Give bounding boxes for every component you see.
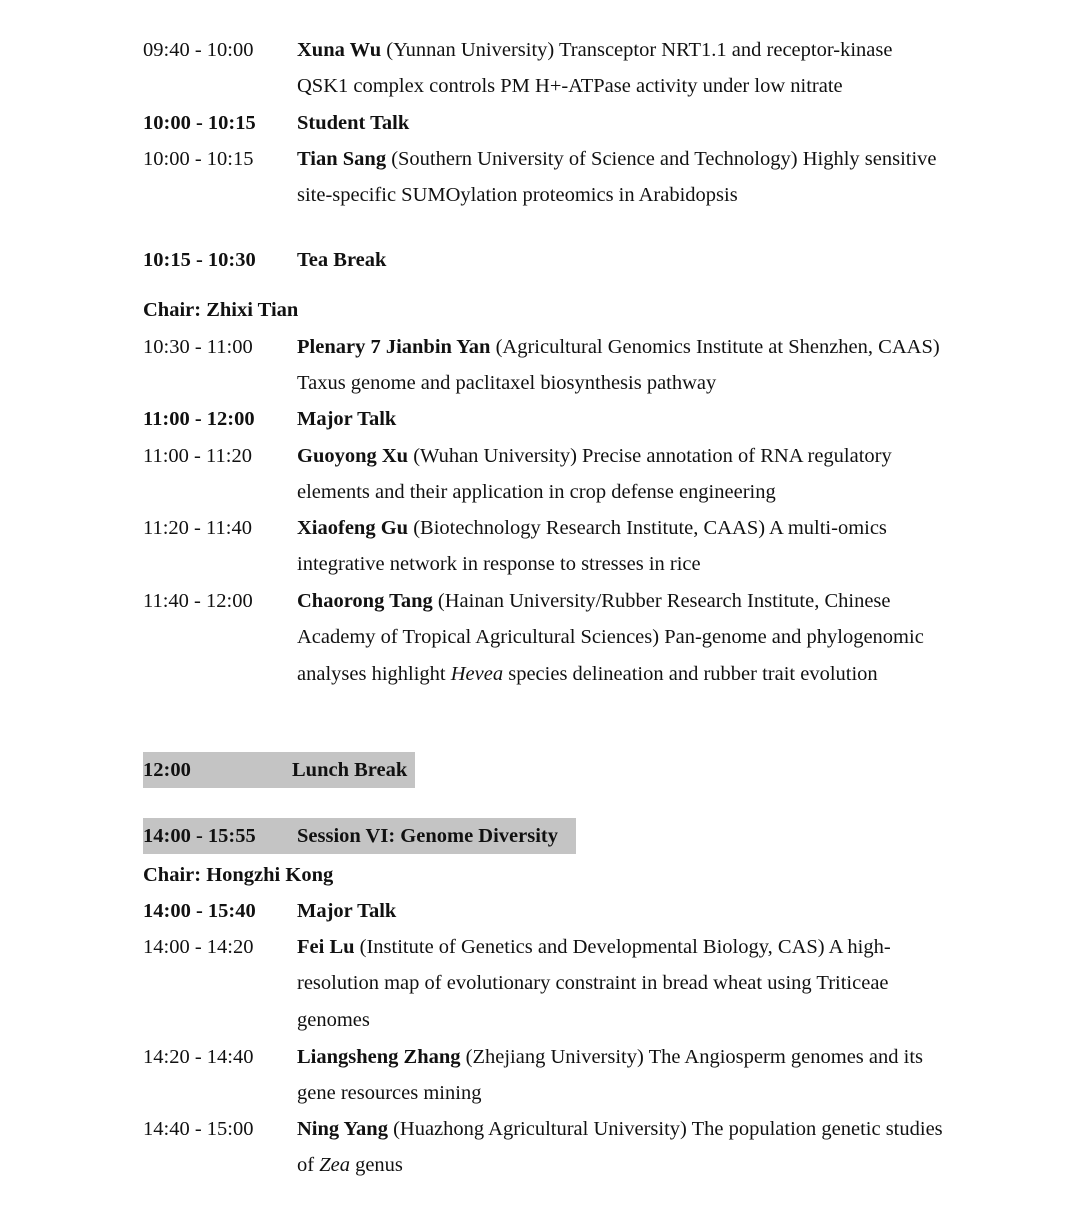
talk-row	[143, 1111, 943, 1184]
speaker-name: Tian Sang	[297, 148, 387, 170]
speaker-name: Chaorong Tang	[297, 590, 433, 612]
break-title: Tea Break	[297, 249, 387, 271]
talk-description	[297, 141, 943, 214]
talk-row	[143, 1039, 943, 1112]
block-header-row	[143, 105, 943, 141]
session-title: Session VI: Genome Diversity	[297, 825, 558, 847]
talk-description	[297, 32, 943, 105]
speaker-name: Ning Yang	[297, 1118, 388, 1140]
talk-row	[143, 929, 943, 1038]
chair-label: Chair: Zhixi Tian	[143, 299, 299, 321]
talk-time: 14:00 - 14:20	[143, 936, 254, 958]
talk-details: (Agricultural Genomics Institute at Shenzhen, CAAS) Taxus genome and paclitaxel biosynthesis pathway	[297, 336, 940, 395]
talk-time: 11:40 - 12:00	[143, 590, 253, 612]
talk-time: 11:00 - 11:20	[143, 445, 252, 467]
talk-description	[297, 929, 943, 1038]
block-title: Student Talk	[297, 112, 410, 134]
talk-time: 11:20 - 11:40	[143, 517, 252, 539]
block-time: 10:00 - 10:15	[143, 112, 256, 134]
talk-time: 09:40 - 10:00	[143, 39, 254, 61]
talk-details: (Zhejiang University) The Angiosperm genomes and its gene resources mining	[297, 1046, 923, 1105]
talk-details: (Institute of Genetics and Developmental Biology, CAS) A high-resolution map of evolutionary constraint in bread wheat using Triticeae genomes	[297, 936, 891, 1031]
talk-details: (Hainan University/Rubber Research Institute, Chinese Academy of Tropical Agricultural Sciences) Pan-genome and phylogenomic analyses highlight	[297, 590, 924, 685]
speaker-name: Guoyong Xu	[297, 445, 409, 467]
block-time: 14:00 - 15:40	[143, 900, 256, 922]
talk-row	[143, 510, 943, 583]
talk-time: 14:40 - 15:00	[143, 1118, 254, 1140]
talk-details: (Yunnan University) Transceptor NRT1.1 and receptor-kinase QSK1 complex controls PM H+-ATPase activity under low nitrate	[297, 39, 893, 98]
speaker-name: Liangsheng Zhang	[297, 1046, 461, 1068]
chair-label: Chair: Hongzhi Kong	[143, 864, 334, 886]
lunch-break-banner	[143, 752, 415, 788]
speaker-name: Plenary 7 Jianbin Yan	[297, 336, 491, 358]
talk-details: species delineation and rubber trait evolution	[503, 662, 878, 685]
break-time: 12:00	[143, 759, 191, 781]
talk-details: (Huazhong Agricultural University) The population genetic studies of	[297, 1118, 943, 1177]
session-time: 14:00 - 15:55	[143, 825, 256, 847]
break-title: Lunch Break	[292, 759, 408, 781]
talk-row	[143, 141, 943, 214]
session-banner	[143, 818, 576, 854]
speaker-name: Xiaofeng Gu	[297, 517, 409, 539]
talk-description	[297, 510, 943, 583]
genus-name: Hevea	[450, 662, 504, 685]
talk-details: (Biotechnology Research Institute, CAAS) A multi-omics integrative network in response to stresses in rice	[297, 517, 887, 576]
talk-time: 10:00 - 10:15	[143, 148, 254, 170]
block-header-row	[143, 893, 943, 929]
talk-time: 10:30 - 11:00	[143, 336, 253, 358]
talk-row	[143, 583, 943, 692]
block-title: Major Talk	[297, 900, 397, 922]
talk-details: (Wuhan University) Precise annotation of RNA regulatory elements and their application in crop defense engineering	[297, 445, 892, 504]
talk-details: genus	[349, 1154, 403, 1177]
talk-description	[297, 329, 943, 402]
talk-row	[143, 438, 943, 511]
break-row	[143, 242, 943, 278]
talk-time: 14:20 - 14:40	[143, 1046, 254, 1068]
block-time: 11:00 - 12:00	[143, 408, 255, 430]
genus-name: Zea	[319, 1154, 350, 1177]
talk-description	[297, 438, 943, 511]
talk-description	[297, 1039, 943, 1112]
talk-row	[143, 329, 943, 402]
speaker-name: Fei Lu	[297, 936, 355, 958]
speaker-name: Xuna Wu	[297, 39, 382, 61]
talk-description	[297, 1111, 943, 1184]
talk-details: (Southern University of Science and Technology) Highly sensitive site-specific SUMOylation proteomics in Arabidopsis	[297, 148, 937, 207]
break-time: 10:15 - 10:30	[143, 249, 256, 271]
talk-description	[297, 583, 943, 692]
talk-row	[143, 32, 943, 105]
block-header-row	[143, 401, 943, 437]
block-title: Major Talk	[297, 408, 397, 430]
